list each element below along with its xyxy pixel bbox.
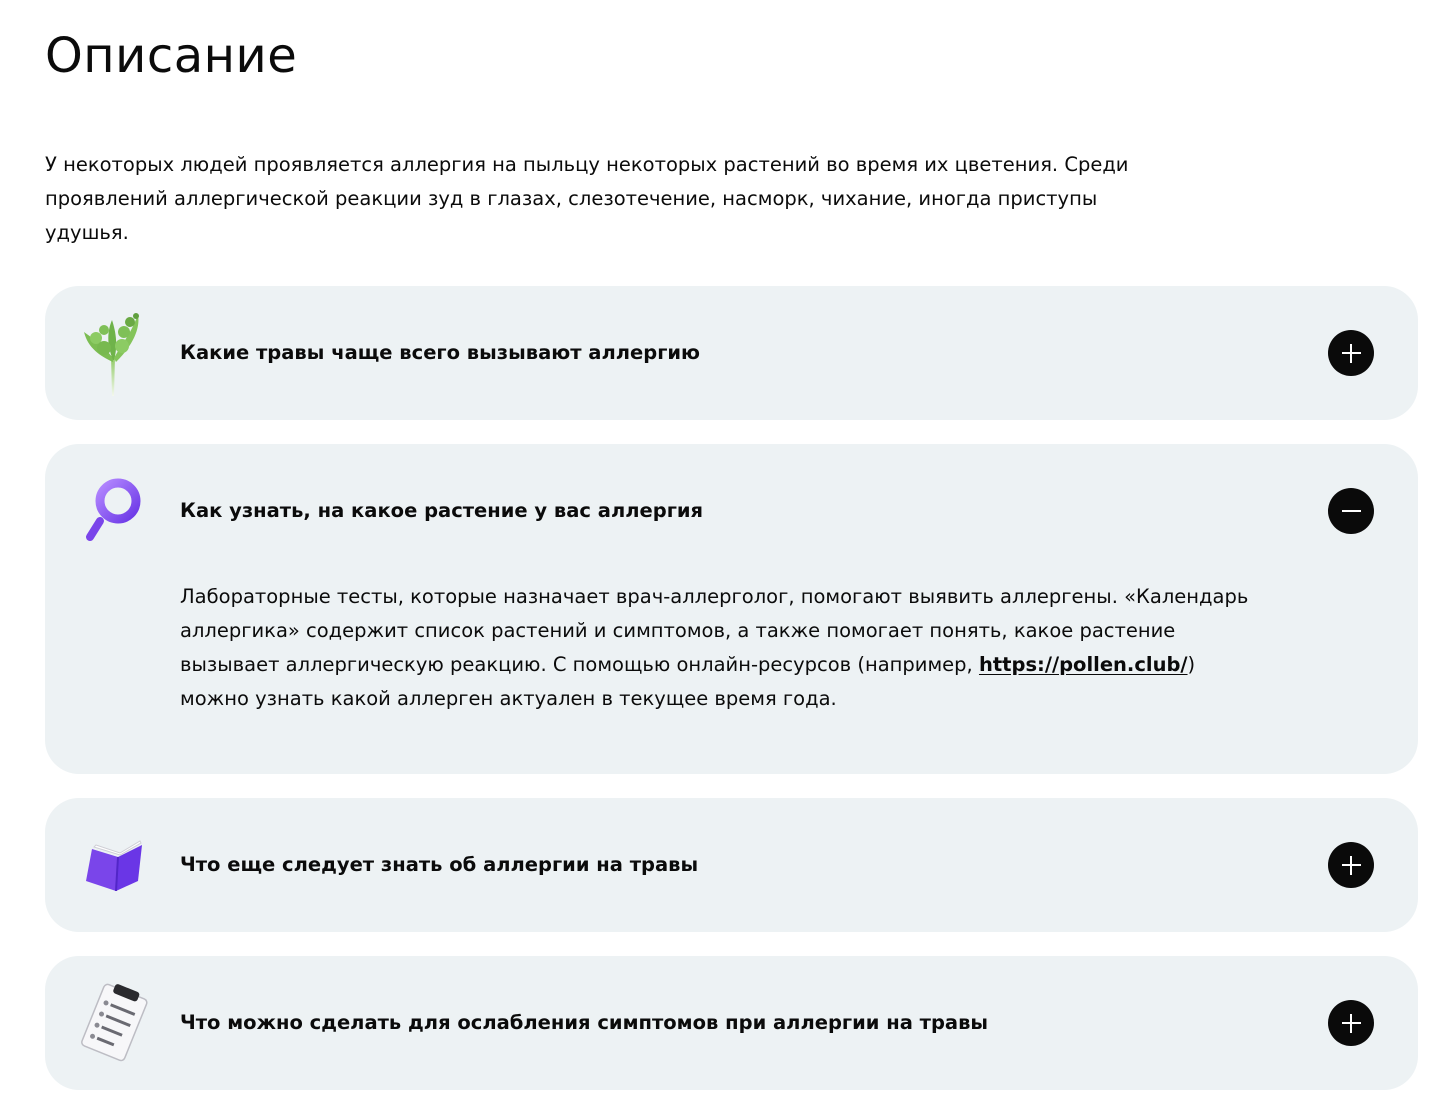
accordion-item-more-info (45, 798, 1418, 932)
plus-icon-vertical-bar (1350, 344, 1352, 363)
accordion-header[interactable] (45, 956, 1418, 1090)
body-text-start: Лабораторные тесты, которые назначает врач-аллерголог, помогают выявить аллергены. «Календарь аллергика» содержит список растений и симптомов, а также помогает понять, какое растение вызывает аллергическую реакцию. С помощью онлайн-ресурсов (например, (180, 585, 1249, 676)
magnifier-icon (73, 466, 153, 556)
plus-icon-vertical-bar (1350, 856, 1352, 875)
accordion-header[interactable] (45, 286, 1418, 420)
accordion-title: Что можно сделать для ослабления симптомов при аллергии на травы (180, 1011, 989, 1034)
accordion-title: Какие травы чаще всего вызывают аллергию (180, 341, 701, 364)
page-description: У некоторых людей проявляется аллергия на пыльцу некоторых растений во время их цветения. Среди проявлений аллергической реакции зуд в глазах, слезотечение, насморк, чихание, иногда приступы удушья. (45, 153, 1129, 244)
accordion-title: Как узнать, на какое растение у вас аллергия (180, 498, 704, 522)
expand-button[interactable] (1328, 330, 1374, 376)
accordion-item-how-to-find-allergen (45, 444, 1418, 774)
page-title: Описание (45, 28, 298, 84)
faq-accordion (45, 286, 1418, 1114)
expand-button[interactable] (1328, 1000, 1374, 1046)
pollen-club-link[interactable]: https://pollen.club/ (978, 653, 1188, 676)
accordion-body (45, 577, 1418, 774)
grass-plant-icon (73, 308, 153, 398)
expand-button[interactable] (1328, 842, 1374, 888)
accordion-item-symptom-relief (45, 956, 1418, 1090)
accordion-title: Что еще следует знать об аллергии на травы (180, 853, 699, 876)
plus-icon-vertical-bar (1350, 1014, 1352, 1033)
accordion-item-grass-types (45, 286, 1418, 420)
accordion-header[interactable] (45, 444, 1418, 577)
book-icon (73, 820, 153, 910)
collapse-button[interactable] (1328, 488, 1374, 534)
minus-icon (1342, 510, 1361, 512)
accordion-header[interactable] (45, 798, 1418, 932)
body-text-end: ) можно узнать какой аллерген актуален в текущее время года. (180, 653, 1196, 710)
checklist-icon (73, 978, 153, 1068)
